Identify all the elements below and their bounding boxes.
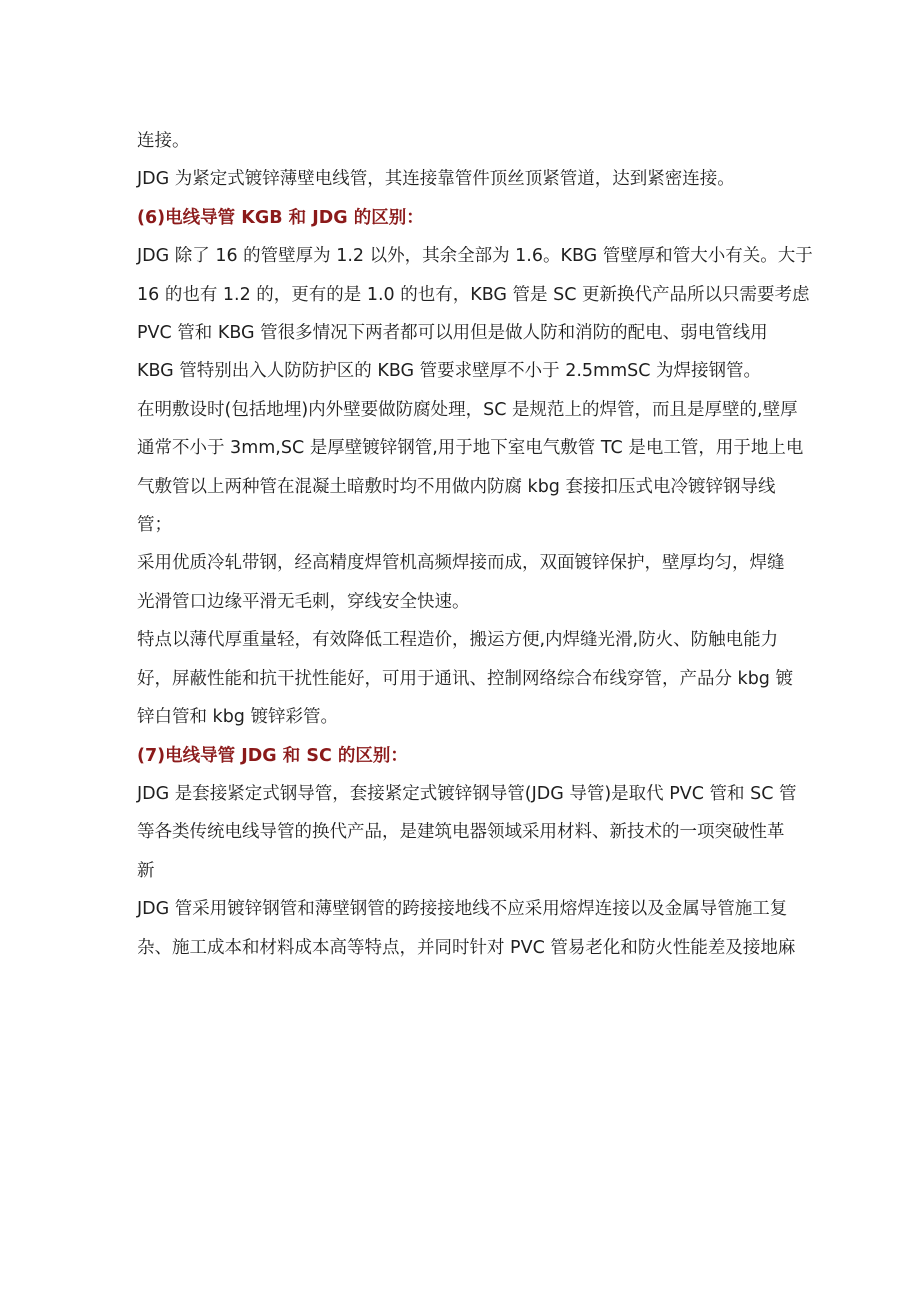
- paragraph-line: JDG 管采用镀锌钢管和薄壁钢管的跨接接地线不应采用熔焊连接以及金属导管施工复: [137, 899, 788, 920]
- paragraph-line: 新: [137, 860, 155, 881]
- paragraph-line: 光滑管口边缘平滑无毛刺，穿线安全快速。: [137, 591, 470, 612]
- paragraph-line: 在明敷设时(包括地埋)内外壁要做防腐处理，SC 是规范上的焊管，而且是厚壁的,壁厚: [137, 399, 798, 420]
- paragraph-line: 连接。: [137, 131, 190, 151]
- document-body: [137, 122, 837, 967]
- section-heading: (7)电线导管 JDG 和 SC 的区别：: [137, 745, 408, 766]
- paragraph-line: KBG 管特别出入人防防护区的 KBG 管要求壁厚不小于 2.5mmSC 为焊接钢管。: [137, 361, 762, 382]
- paragraph-line: JDG 除了 16 的管壁厚为 1.2 以外，其余全部为 1.6。KBG 管壁厚和管大小有关。大于: [137, 246, 813, 267]
- paragraph-line: 16 的也有 1.2 的，更有的是 1.0 的也有，KBG 管是 SC 更新换代产品所以只需要考虑: [137, 284, 810, 305]
- paragraph-line: 锌白管和 kbg 镀锌彩管。: [137, 707, 338, 728]
- paragraph-line: 好，屏蔽性能和抗干扰性能好，可用于通讯、控制网络综合布线穿管，产品分 kbg 镀: [137, 668, 793, 689]
- paragraph-line: JDG 是套接紧定式钢导管，套接紧定式镀锌钢导管(JDG 导管)是取代 PVC 管和 SC 管: [137, 783, 797, 804]
- paragraph-line: 管；: [137, 515, 172, 536]
- paragraph-line: 等各类传统电线导管的换代产品，是建筑电器领域采用材料、新技术的一项突破性革: [137, 822, 785, 843]
- paragraph-line: 杂、施工成本和材料成本高等特点，并同时针对 PVC 管易老化和防火性能差及接地麻: [137, 937, 796, 958]
- paragraph-line: JDG 为紧定式镀锌薄壁电线管，其连接靠管件顶丝顶紧管道，达到紧密连接。: [137, 169, 735, 190]
- paragraph-line: 采用优质冷轧带钢，经高精度焊管机高频焊接而成，双面镀锌保护，壁厚均匀，焊缝: [137, 553, 785, 574]
- paragraph-line: 特点以薄代厚重量轻，有效降低工程造价，搬运方便,内焊缝光滑,防火、防触电能力: [137, 630, 779, 651]
- section-heading: (6)电线导管 KGB 和 JDG 的区别：: [137, 207, 424, 228]
- paragraph-line: PVC 管和 KBG 管很多情况下两者都可以用但是做人防和消防的配电、弱电管线用: [137, 323, 768, 344]
- paragraph-line: 气敷管以上两种管在混凝土暗敷时均不用做内防腐 kbg 套接扣压式电冷镀锌钢导线: [137, 476, 776, 497]
- paragraph-line: 通常不小于 3mm,SC 是厚壁镀锌钢管,用于地下室电气敷管 TC 是电工管，用于地上电: [137, 438, 804, 459]
